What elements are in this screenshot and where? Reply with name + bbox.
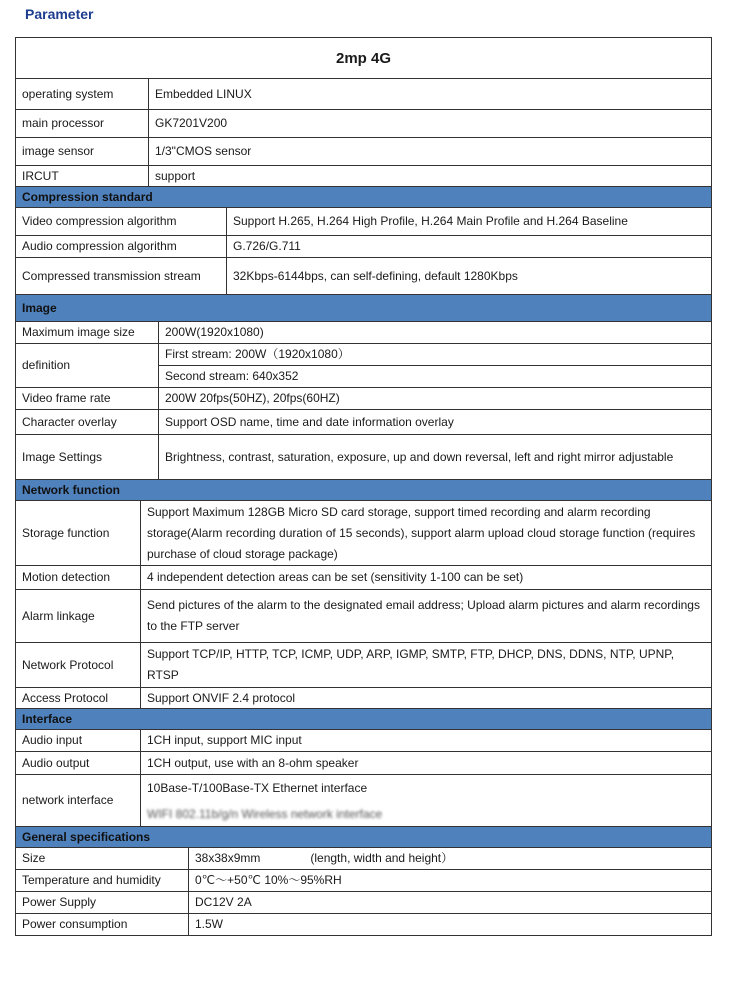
table-row	[15, 688, 712, 709]
table-row	[15, 236, 712, 258]
row-value: Support ONVIF 2.4 protocol	[140, 688, 711, 708]
table-row	[15, 848, 712, 870]
row-label: definition	[22, 358, 71, 372]
table-row	[15, 322, 712, 344]
row-label: Video compression algorithm	[22, 214, 177, 228]
row-value: 32Kbps-6144bps, can self-defining, default 1280Kbps	[226, 258, 711, 294]
definition-first-stream: First stream: 200W（1920x1080）	[165, 347, 350, 361]
row-label: Power consumption	[22, 917, 128, 931]
row-label: Size	[22, 851, 46, 865]
net-if-ethernet: 10Base-T/100Base-TX Ethernet interface	[147, 781, 368, 795]
section-header-interface	[15, 709, 712, 730]
row-label: Alarm linkage	[22, 608, 95, 623]
table-row	[15, 79, 712, 110]
table-row	[15, 138, 712, 166]
row-value: 200W(1920x1080)	[158, 322, 711, 343]
row-label: IRCUT	[22, 168, 59, 183]
row-value	[140, 590, 711, 642]
table-row	[15, 410, 712, 435]
row-value: G.726/G.711	[226, 236, 711, 257]
table-row	[15, 643, 712, 688]
row-value: GK7201V200	[148, 110, 711, 137]
row-value: support	[148, 166, 711, 186]
table-row	[15, 435, 712, 480]
table-row	[15, 208, 712, 236]
row-value-text: Brightness, contrast, saturation, exposure, up and down reversal, left and right mirror adjustable	[165, 449, 674, 464]
section-header-image	[15, 295, 712, 322]
row-value: 1.5W	[188, 914, 711, 935]
table-row	[15, 775, 712, 827]
section-header-general	[15, 827, 712, 848]
table-row	[15, 892, 712, 914]
table-row	[15, 501, 712, 566]
row-value: 1CH input, support MIC input	[140, 730, 711, 751]
size-value: 38x38x9mm	[195, 851, 261, 865]
row-label: operating system	[22, 86, 114, 101]
row-value: 0℃～+50℃ 10%～95%RH	[188, 870, 711, 891]
row-label: Access Protocol	[22, 690, 109, 705]
row-value: 4 independent detection areas can be set (sensitivity 1-100 can be set)	[140, 566, 711, 589]
row-label: Audio compression algorithm	[22, 239, 177, 253]
row-value-text: Support Maximum 128GB Micro SD card storage, support timed recording and alarm recording storage(Alarm recording duration of 15 seconds), support alarm upload cloud storage function (requires purchase of cloud storage package)	[147, 504, 696, 561]
section-title: Interface	[22, 711, 73, 726]
definition-second-stream: Second stream: 640x352	[159, 365, 711, 387]
table-row	[15, 388, 712, 410]
row-value	[188, 848, 711, 869]
row-value	[158, 435, 711, 479]
row-value	[140, 775, 711, 826]
table-row	[15, 752, 712, 775]
section-title: Network function	[22, 482, 120, 497]
row-value	[140, 501, 711, 565]
row-label: Maximum image size	[22, 325, 135, 339]
row-value	[158, 344, 711, 387]
page-title: Parameter	[25, 6, 94, 22]
section-header-compression	[15, 187, 712, 208]
row-label: network interface	[22, 793, 114, 807]
row-label: Image Settings	[22, 449, 103, 464]
table-row	[15, 110, 712, 138]
row-label: image sensor	[22, 144, 95, 158]
row-value-text: Send pictures of the alarm to the designated email address; Upload alarm pictures and alarm recordings to the FTP server	[147, 598, 700, 633]
row-label: Network Protocol	[22, 657, 114, 672]
row-value: DC12V 2A	[188, 892, 711, 913]
row-value: Embedded LINUX	[148, 79, 711, 109]
section-header-network	[15, 480, 712, 501]
table-row	[15, 914, 712, 936]
section-title: Compression standard	[22, 189, 153, 204]
table-title-row	[15, 37, 712, 79]
row-label: Temperature and humidity	[22, 873, 161, 887]
row-label: Character overlay	[22, 414, 117, 429]
row-label: Motion detection	[22, 570, 111, 584]
row-value: 1/3"CMOS sensor	[148, 138, 711, 165]
row-value	[140, 643, 711, 687]
row-value: Support H.265, H.264 High Profile, H.264 Main Profile and H.264 Baseline	[226, 208, 711, 235]
row-label: Power Supply	[22, 895, 97, 909]
parameter-table	[15, 37, 712, 936]
section-title: Image	[22, 300, 57, 315]
row-value: Support OSD name, time and date information overlay	[158, 410, 711, 434]
row-label: Storage function	[22, 525, 110, 540]
table-row	[15, 344, 712, 388]
row-label: main processor	[22, 116, 105, 130]
row-label: Audio output	[22, 755, 90, 770]
table-row	[15, 566, 712, 590]
table-row	[15, 590, 712, 643]
table-row	[15, 730, 712, 752]
row-value-text: Support TCP/IP, HTTP, TCP, ICMP, UDP, ARP, IGMP, SMTP, FTP, DHCP, DNS, DDNS, NTP, UPNP, RTSP	[147, 647, 675, 682]
row-label: Audio input	[22, 733, 83, 747]
row-value: 200W 20fps(50HZ), 20fps(60HZ)	[158, 388, 711, 409]
table-title: 2mp 4G	[335, 49, 392, 67]
table-row	[15, 258, 712, 295]
row-value: 1CH output, use with an 8-ohm speaker	[140, 752, 711, 774]
table-row	[15, 166, 712, 187]
table-row	[15, 870, 712, 892]
section-title: General specifications	[22, 829, 151, 844]
row-label: Video frame rate	[22, 391, 111, 405]
net-if-wireless: WIFI 802.11b/g/n Wireless network interface	[147, 806, 383, 821]
row-label: Compressed transmission stream	[22, 268, 201, 283]
size-note: (length, width and height）	[310, 851, 454, 865]
